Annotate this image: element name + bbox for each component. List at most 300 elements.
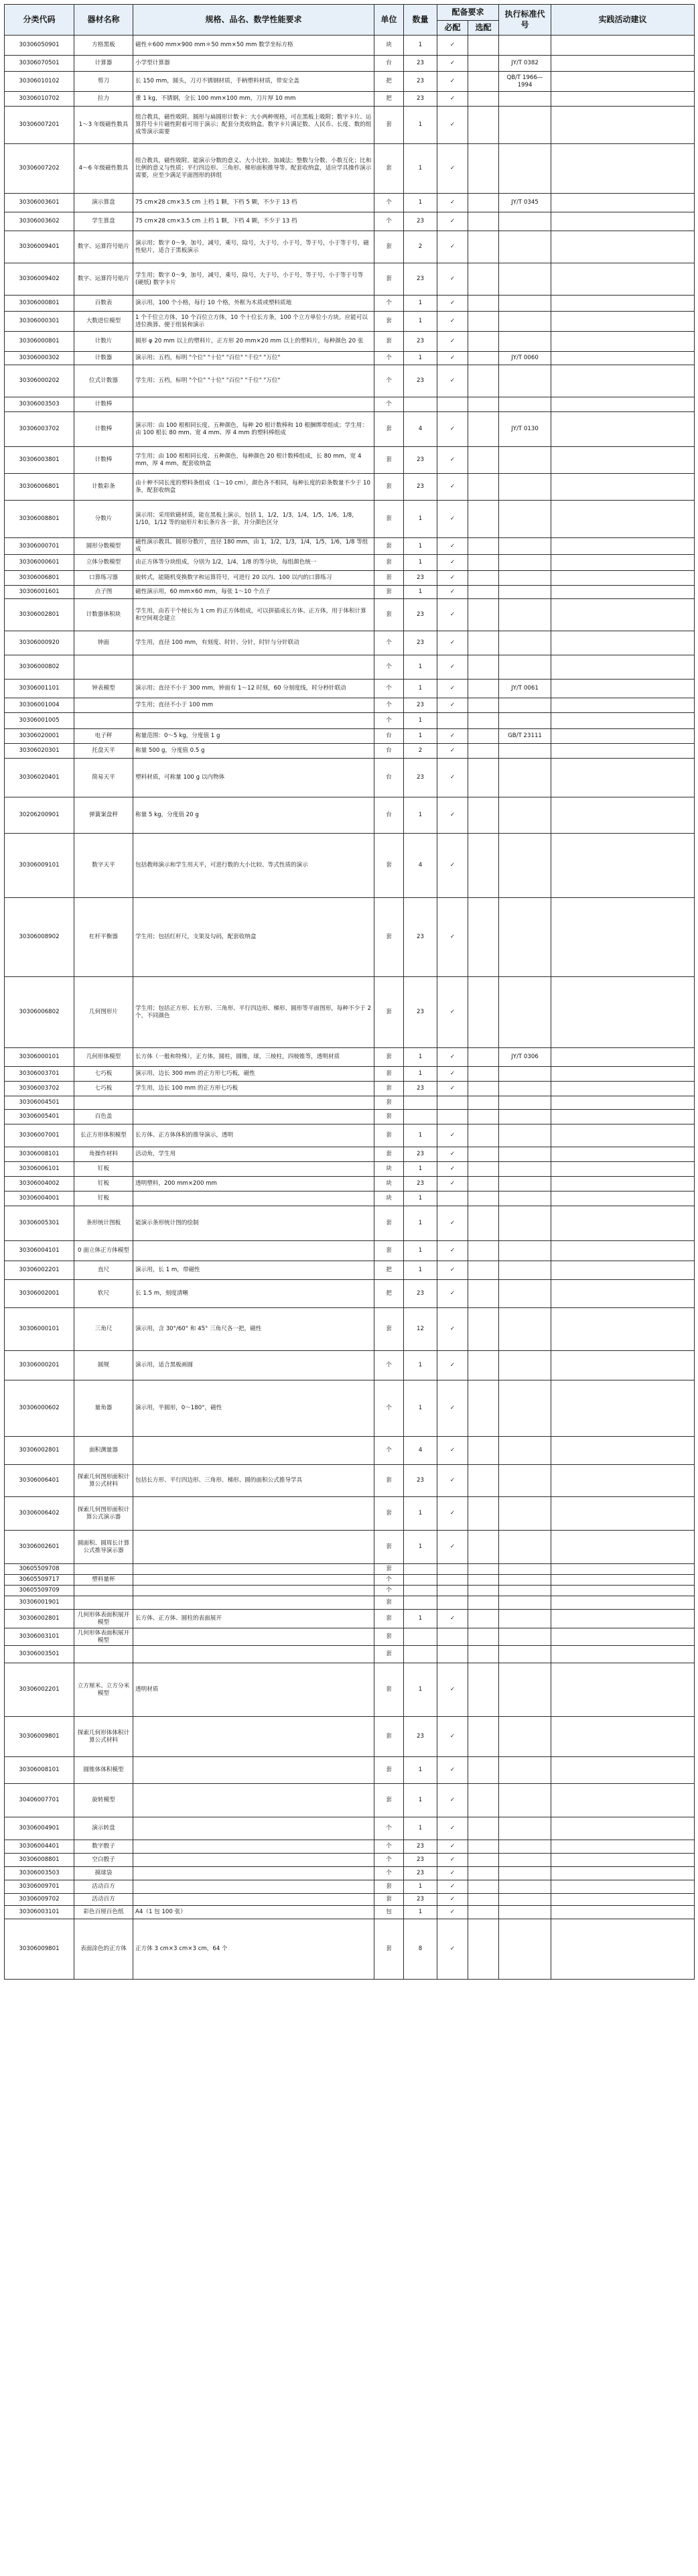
row-spec bbox=[133, 397, 374, 412]
row-spec: 透明塑料，200 mm×200 mm bbox=[133, 1177, 374, 1192]
row-unit: 个 bbox=[374, 1817, 404, 1840]
row-spec bbox=[133, 1586, 374, 1596]
row-standard bbox=[499, 1241, 551, 1261]
table-row bbox=[5, 631, 695, 655]
row-suggestion bbox=[551, 834, 695, 898]
row-suggestion bbox=[551, 1048, 695, 1067]
row-standard: JY/T 0345 bbox=[499, 194, 551, 212]
row-quantity: 23 bbox=[404, 72, 437, 92]
row-quantity: 1 bbox=[404, 1784, 437, 1817]
row-standard: JY/T 0306 bbox=[499, 1048, 551, 1067]
table-row bbox=[5, 1280, 695, 1308]
table-row bbox=[5, 1351, 695, 1380]
row-quantity: 23 bbox=[404, 263, 437, 296]
row-name bbox=[74, 1646, 133, 1663]
row-suggestion bbox=[551, 797, 695, 834]
row-name: 1～3 年级磁性数具 bbox=[74, 107, 133, 144]
row-suggestion bbox=[551, 1280, 695, 1308]
row-name: 七巧板 bbox=[74, 1082, 133, 1096]
row-spec: 长方体（一般和特殊），正方体，圆柱，圆锥，球，三棱柱，四棱锥等，透明材质 bbox=[133, 1048, 374, 1067]
row-quantity: 1 bbox=[404, 1880, 437, 1894]
header-unit: 单位 bbox=[374, 5, 404, 36]
row-standard bbox=[499, 834, 551, 898]
row-spec bbox=[133, 1162, 374, 1177]
row-must-check: ✓ bbox=[437, 1177, 468, 1192]
row-standard bbox=[499, 263, 551, 296]
row-code: 30306008801 bbox=[5, 1854, 74, 1867]
table-row bbox=[5, 655, 695, 680]
row-must-check bbox=[437, 1575, 468, 1586]
row-name: 口算练习器 bbox=[74, 571, 133, 586]
row-standard bbox=[499, 1586, 551, 1596]
table-row bbox=[5, 107, 695, 144]
row-name: 演示算盘 bbox=[74, 194, 133, 212]
row-spec bbox=[133, 1437, 374, 1465]
row-standard bbox=[499, 655, 551, 680]
row-suggestion bbox=[551, 1757, 695, 1784]
row-standard bbox=[499, 397, 551, 412]
table-row bbox=[5, 1784, 695, 1817]
row-quantity: 1 bbox=[404, 1067, 437, 1082]
row-name: 三角尺 bbox=[74, 1308, 133, 1351]
row-code: 30306004501 bbox=[5, 1096, 74, 1110]
row-quantity: 1 bbox=[404, 1380, 437, 1437]
row-standard bbox=[499, 1564, 551, 1575]
row-optional-check bbox=[468, 1596, 499, 1610]
row-unit: 个 bbox=[374, 1586, 404, 1596]
row-code: 30306000801 bbox=[5, 332, 74, 352]
row-must-check: ✓ bbox=[437, 144, 468, 194]
row-suggestion bbox=[551, 1082, 695, 1096]
row-quantity: 1 bbox=[404, 729, 437, 744]
row-standard bbox=[499, 631, 551, 655]
table-row bbox=[5, 1717, 695, 1757]
row-quantity: 8 bbox=[404, 1919, 437, 1980]
table-row bbox=[5, 898, 695, 977]
row-code: 30306000920 bbox=[5, 631, 74, 655]
row-must-check bbox=[437, 1110, 468, 1124]
table-row bbox=[5, 1261, 695, 1280]
row-must-check: ✓ bbox=[437, 1840, 468, 1854]
row-must-check: ✓ bbox=[437, 744, 468, 759]
row-name: 托盘天平 bbox=[74, 744, 133, 759]
row-code: 30306004001 bbox=[5, 1192, 74, 1206]
row-name bbox=[74, 655, 133, 680]
table-row bbox=[5, 1192, 695, 1206]
row-optional-check bbox=[468, 144, 499, 194]
row-must-check: ✓ bbox=[437, 231, 468, 263]
row-suggestion bbox=[551, 447, 695, 474]
row-suggestion bbox=[551, 1840, 695, 1854]
table-row bbox=[5, 36, 695, 56]
row-unit: 套 bbox=[374, 1206, 404, 1241]
row-must-check: ✓ bbox=[437, 92, 468, 107]
row-standard bbox=[499, 1817, 551, 1840]
table-row bbox=[5, 1919, 695, 1980]
row-optional-check bbox=[468, 1894, 499, 1906]
table-row bbox=[5, 1663, 695, 1717]
row-unit: 个 bbox=[374, 1575, 404, 1586]
row-quantity: 23 bbox=[404, 1147, 437, 1162]
row-quantity: 23 bbox=[404, 977, 437, 1048]
row-suggestion bbox=[551, 1646, 695, 1663]
row-optional-check bbox=[468, 1177, 499, 1192]
row-standard bbox=[499, 474, 551, 501]
row-unit: 套 bbox=[374, 1880, 404, 1894]
row-quantity: 1 bbox=[404, 352, 437, 365]
row-suggestion bbox=[551, 759, 695, 797]
row-unit: 个 bbox=[374, 1380, 404, 1437]
header-standard: 执行标准代号 bbox=[499, 5, 551, 36]
header-spec: 规格、品名、数学性能要求 bbox=[133, 5, 374, 36]
row-name: 摸球袋 bbox=[74, 1867, 133, 1880]
row-standard bbox=[499, 1880, 551, 1894]
row-must-check: ✓ bbox=[437, 1854, 468, 1867]
row-must-check: ✓ bbox=[437, 1919, 468, 1980]
row-code: 30306000301 bbox=[5, 312, 74, 332]
row-spec: 包括教师演示和学生用天平，可进行数的大小比较、等式性质的演示 bbox=[133, 834, 374, 898]
row-quantity: 1 bbox=[404, 713, 437, 729]
row-standard bbox=[499, 1646, 551, 1663]
row-suggestion bbox=[551, 1717, 695, 1757]
row-must-check: ✓ bbox=[437, 1610, 468, 1628]
row-suggestion bbox=[551, 1124, 695, 1147]
row-quantity: 1 bbox=[404, 144, 437, 194]
row-optional-check bbox=[468, 365, 499, 397]
row-optional-check bbox=[468, 474, 499, 501]
row-suggestion bbox=[551, 586, 695, 599]
row-suggestion bbox=[551, 1531, 695, 1564]
row-optional-check bbox=[468, 1110, 499, 1124]
row-spec: 磁性＊600 mm×900 mm＊50 mm×50 mm 数学坐标方格 bbox=[133, 36, 374, 56]
row-standard bbox=[499, 1110, 551, 1124]
row-suggestion bbox=[551, 698, 695, 713]
row-must-check: ✓ bbox=[437, 571, 468, 586]
row-code: 30306002801 bbox=[5, 1437, 74, 1465]
table-row bbox=[5, 72, 695, 92]
row-code: 30306020401 bbox=[5, 759, 74, 797]
row-name: 百色盖 bbox=[74, 1110, 133, 1124]
row-must-check: ✓ bbox=[437, 72, 468, 92]
row-suggestion bbox=[551, 680, 695, 698]
row-suggestion bbox=[551, 263, 695, 296]
row-suggestion bbox=[551, 1465, 695, 1497]
row-suggestion bbox=[551, 555, 695, 571]
row-code: 30306010102 bbox=[5, 72, 74, 92]
row-standard bbox=[499, 107, 551, 144]
row-unit: 台 bbox=[374, 759, 404, 797]
row-must-check: ✓ bbox=[437, 312, 468, 332]
row-spec: 学生用；数字 0～9，加号，减号，乘号，除号，大于号，小于号，等于号，小于等于号等 (硬纸) 数字卡片 bbox=[133, 263, 374, 296]
row-code: 30306001004 bbox=[5, 698, 74, 713]
row-name: 彩色百厘百色纸 bbox=[74, 1906, 133, 1919]
row-quantity: 1 bbox=[404, 1610, 437, 1628]
table-row bbox=[5, 1575, 695, 1586]
row-standard bbox=[499, 1206, 551, 1241]
row-optional-check bbox=[468, 1564, 499, 1575]
row-quantity: 1 bbox=[404, 501, 437, 538]
row-quantity: 23 bbox=[404, 1082, 437, 1096]
row-quantity: 1 bbox=[404, 1261, 437, 1280]
row-optional-check bbox=[468, 501, 499, 538]
row-spec bbox=[133, 1564, 374, 1575]
row-optional-check bbox=[468, 1280, 499, 1308]
row-unit: 个 bbox=[374, 365, 404, 397]
row-must-check bbox=[437, 1596, 468, 1610]
row-suggestion bbox=[551, 1596, 695, 1610]
row-name: 量角器 bbox=[74, 1380, 133, 1437]
table-row bbox=[5, 1067, 695, 1082]
row-quantity: 23 bbox=[404, 212, 437, 231]
row-unit: 套 bbox=[374, 1717, 404, 1757]
row-standard bbox=[499, 144, 551, 194]
row-unit: 块 bbox=[374, 36, 404, 56]
row-unit: 套 bbox=[374, 447, 404, 474]
table-row bbox=[5, 680, 695, 698]
table-header bbox=[5, 5, 695, 36]
row-quantity: 23 bbox=[404, 759, 437, 797]
row-name: 立体分数模型 bbox=[74, 555, 133, 571]
row-spec bbox=[133, 1854, 374, 1867]
table-row bbox=[5, 1177, 695, 1192]
row-quantity: 1 bbox=[404, 1351, 437, 1380]
row-quantity: 4 bbox=[404, 834, 437, 898]
row-spec: 演示用，适合黑板画圆 bbox=[133, 1351, 374, 1380]
row-quantity: 1 bbox=[404, 1663, 437, 1717]
row-optional-check bbox=[468, 1784, 499, 1817]
row-quantity: 4 bbox=[404, 412, 437, 447]
table-row bbox=[5, 1082, 695, 1096]
table-row bbox=[5, 1646, 695, 1663]
row-must-check: ✓ bbox=[437, 501, 468, 538]
row-code: 30306006802 bbox=[5, 977, 74, 1048]
row-optional-check bbox=[468, 586, 499, 599]
row-name: 钟面 bbox=[74, 631, 133, 655]
row-optional-check bbox=[468, 263, 499, 296]
row-suggestion bbox=[551, 1177, 695, 1192]
row-spec bbox=[133, 1575, 374, 1586]
row-spec bbox=[133, 1241, 374, 1261]
row-unit: 套 bbox=[374, 1082, 404, 1096]
row-name: 圆锥体体积模型 bbox=[74, 1757, 133, 1784]
row-unit: 套 bbox=[374, 1596, 404, 1610]
row-suggestion bbox=[551, 1241, 695, 1261]
row-unit: 套 bbox=[374, 599, 404, 631]
row-unit: 套 bbox=[374, 555, 404, 571]
row-must-check: ✓ bbox=[437, 1048, 468, 1067]
row-quantity: 23 bbox=[404, 1177, 437, 1192]
row-standard bbox=[499, 212, 551, 231]
row-unit: 把 bbox=[374, 72, 404, 92]
row-spec: 塑料材质，可称量 100 g 以内物体 bbox=[133, 759, 374, 797]
header-suggestion: 实践活动建议 bbox=[551, 5, 695, 36]
row-code: 30306002801 bbox=[5, 1610, 74, 1628]
row-name: 数字、运算符号贴片 bbox=[74, 263, 133, 296]
table-row bbox=[5, 1380, 695, 1437]
row-standard bbox=[499, 1596, 551, 1610]
row-unit: 个 bbox=[374, 212, 404, 231]
row-must-check: ✓ bbox=[437, 834, 468, 898]
row-must-check: ✓ bbox=[437, 1067, 468, 1082]
table-row bbox=[5, 698, 695, 713]
row-must-check: ✓ bbox=[437, 447, 468, 474]
row-standard bbox=[499, 797, 551, 834]
row-suggestion bbox=[551, 977, 695, 1048]
row-suggestion bbox=[551, 72, 695, 92]
equipment-table bbox=[4, 4, 695, 1980]
row-quantity: 1 bbox=[404, 1906, 437, 1919]
row-optional-check bbox=[468, 713, 499, 729]
row-spec bbox=[133, 1880, 374, 1894]
row-standard bbox=[499, 1261, 551, 1280]
row-name: 活动百方 bbox=[74, 1894, 133, 1906]
row-code: 30306008101 bbox=[5, 1757, 74, 1784]
row-must-check: ✓ bbox=[437, 194, 468, 212]
row-suggestion bbox=[551, 1380, 695, 1437]
row-optional-check bbox=[468, 744, 499, 759]
row-must-check: ✓ bbox=[437, 1894, 468, 1906]
row-must-check: ✓ bbox=[437, 759, 468, 797]
row-code: 30306003101 bbox=[5, 1628, 74, 1646]
row-optional-check bbox=[468, 599, 499, 631]
row-optional-check bbox=[468, 834, 499, 898]
row-optional-check bbox=[468, 1465, 499, 1497]
row-optional-check bbox=[468, 1663, 499, 1717]
row-code: 30306007202 bbox=[5, 144, 74, 194]
row-quantity: 2 bbox=[404, 744, 437, 759]
table-row bbox=[5, 1162, 695, 1177]
row-optional-check bbox=[468, 759, 499, 797]
table-row bbox=[5, 1241, 695, 1261]
row-unit: 套 bbox=[374, 1110, 404, 1124]
row-name: 计数彩条 bbox=[74, 474, 133, 501]
row-must-check: ✓ bbox=[437, 898, 468, 977]
row-spec: 演示用，边长 300 mm 的正方形七巧板，磁性 bbox=[133, 1067, 374, 1082]
table-row bbox=[5, 1854, 695, 1867]
row-suggestion bbox=[551, 729, 695, 744]
row-standard bbox=[499, 1192, 551, 1206]
row-spec: 小学型计算器 bbox=[133, 56, 374, 72]
row-code: 30306004002 bbox=[5, 1177, 74, 1192]
row-code: 30306007001 bbox=[5, 1124, 74, 1147]
row-quantity: 1 bbox=[404, 797, 437, 834]
row-unit: 个 bbox=[374, 1854, 404, 1867]
table-row bbox=[5, 144, 695, 194]
row-unit: 把 bbox=[374, 1280, 404, 1308]
row-spec: 演示用，半圆形，0～180°，磁性 bbox=[133, 1380, 374, 1437]
row-quantity: 1 bbox=[404, 107, 437, 144]
row-optional-check bbox=[468, 1628, 499, 1646]
row-name: 方格黑板 bbox=[74, 36, 133, 56]
row-optional-check bbox=[468, 631, 499, 655]
table-row bbox=[5, 56, 695, 72]
row-unit: 个 bbox=[374, 352, 404, 365]
header-must: 必配 bbox=[437, 21, 468, 36]
row-spec: 演示用，长 1 m，带磁性 bbox=[133, 1261, 374, 1280]
row-code: 30306000101 bbox=[5, 1048, 74, 1067]
row-quantity bbox=[404, 1564, 437, 1575]
table-row bbox=[5, 1906, 695, 1919]
row-suggestion bbox=[551, 92, 695, 107]
row-suggestion bbox=[551, 898, 695, 977]
row-must-check: ✓ bbox=[437, 977, 468, 1048]
row-spec: 演示用：由 100 根相同长度、五种颜色，每种 20 根计数棒和 10 根捆绑带组成；学生用：由 100 根长 80 mm、宽 4 mm、厚 4 mm 的塑料棒组成 bbox=[133, 412, 374, 447]
row-name: 0 面立体正方体模型 bbox=[74, 1241, 133, 1261]
row-unit: 套 bbox=[374, 1646, 404, 1663]
row-name: 位式计数器 bbox=[74, 365, 133, 397]
row-optional-check bbox=[468, 1880, 499, 1894]
row-must-check: ✓ bbox=[437, 36, 468, 56]
row-optional-check bbox=[468, 107, 499, 144]
row-quantity bbox=[404, 1646, 437, 1663]
row-code: 30306003503 bbox=[5, 397, 74, 412]
row-standard: JY/T 0061 bbox=[499, 680, 551, 698]
row-code: 30306003501 bbox=[5, 1646, 74, 1663]
row-name: 剪刀 bbox=[74, 72, 133, 92]
row-spec: 长方体、正方体、圆柱的表面展开 bbox=[133, 1610, 374, 1628]
row-suggestion bbox=[551, 631, 695, 655]
row-spec: 透明材质 bbox=[133, 1663, 374, 1717]
row-unit: 套 bbox=[374, 571, 404, 586]
row-must-check: ✓ bbox=[437, 1437, 468, 1465]
row-suggestion bbox=[551, 1784, 695, 1817]
row-unit: 块 bbox=[374, 1162, 404, 1177]
table-row bbox=[5, 538, 695, 555]
row-name: 几何形体模型 bbox=[74, 1048, 133, 1067]
table-row bbox=[5, 586, 695, 599]
row-name bbox=[74, 1564, 133, 1575]
row-spec: 正方体 3 cm×3 cm×3 cm，64 个 bbox=[133, 1919, 374, 1980]
row-optional-check bbox=[468, 1575, 499, 1586]
row-must-check: ✓ bbox=[437, 1663, 468, 1717]
row-name: 百数表 bbox=[74, 296, 133, 312]
row-spec: A4（1 包 100 张） bbox=[133, 1906, 374, 1919]
row-name: 旋转模型 bbox=[74, 1784, 133, 1817]
row-code: 30306000202 bbox=[5, 365, 74, 397]
row-spec: 学生用；五档，标明 "个位" "十位" "百位" "千位" "万位" bbox=[133, 365, 374, 397]
table-row bbox=[5, 1048, 695, 1067]
table-row bbox=[5, 296, 695, 312]
row-suggestion bbox=[551, 1854, 695, 1867]
row-standard bbox=[499, 1919, 551, 1980]
row-spec: 圆形 φ 20 mm 以上的塑料片，正方形 20 mm×20 mm 以上的塑料片，每种颜色 20 张 bbox=[133, 332, 374, 352]
row-quantity: 1 bbox=[404, 296, 437, 312]
row-optional-check bbox=[468, 312, 499, 332]
row-optional-check bbox=[468, 231, 499, 263]
row-spec: 长方体、正方体体积的推导演示，透明 bbox=[133, 1124, 374, 1147]
row-quantity: 23 bbox=[404, 631, 437, 655]
row-spec: 包括长方形、平行四边形、三角形、梯形、圆的面积公式推导学具 bbox=[133, 1465, 374, 1497]
row-optional-check bbox=[468, 296, 499, 312]
row-spec bbox=[133, 1596, 374, 1610]
row-name: 七巧板 bbox=[74, 1067, 133, 1082]
row-suggestion bbox=[551, 1437, 695, 1465]
row-optional-check bbox=[468, 212, 499, 231]
row-optional-check bbox=[468, 1840, 499, 1854]
row-unit: 套 bbox=[374, 1308, 404, 1351]
row-unit: 套 bbox=[374, 1124, 404, 1147]
row-unit: 套 bbox=[374, 586, 404, 599]
row-must-check bbox=[437, 1646, 468, 1663]
row-code: 30306000802 bbox=[5, 655, 74, 680]
row-optional-check bbox=[468, 1717, 499, 1757]
row-optional-check bbox=[468, 1906, 499, 1919]
row-must-check: ✓ bbox=[437, 1124, 468, 1147]
row-spec: 组合教具，磁性吸附。圆形与扁圆形计数卡：大小两种规格，可在黑板上吸附；数字卡片、运算符号卡片磁性附着可用于演示；配套分类收纳盒。数字卡片满足数、人民币、长度、数的组成等演示需要 bbox=[133, 107, 374, 144]
row-quantity bbox=[404, 1628, 437, 1646]
row-quantity: 1 bbox=[404, 1757, 437, 1784]
row-must-check: ✓ bbox=[437, 655, 468, 680]
